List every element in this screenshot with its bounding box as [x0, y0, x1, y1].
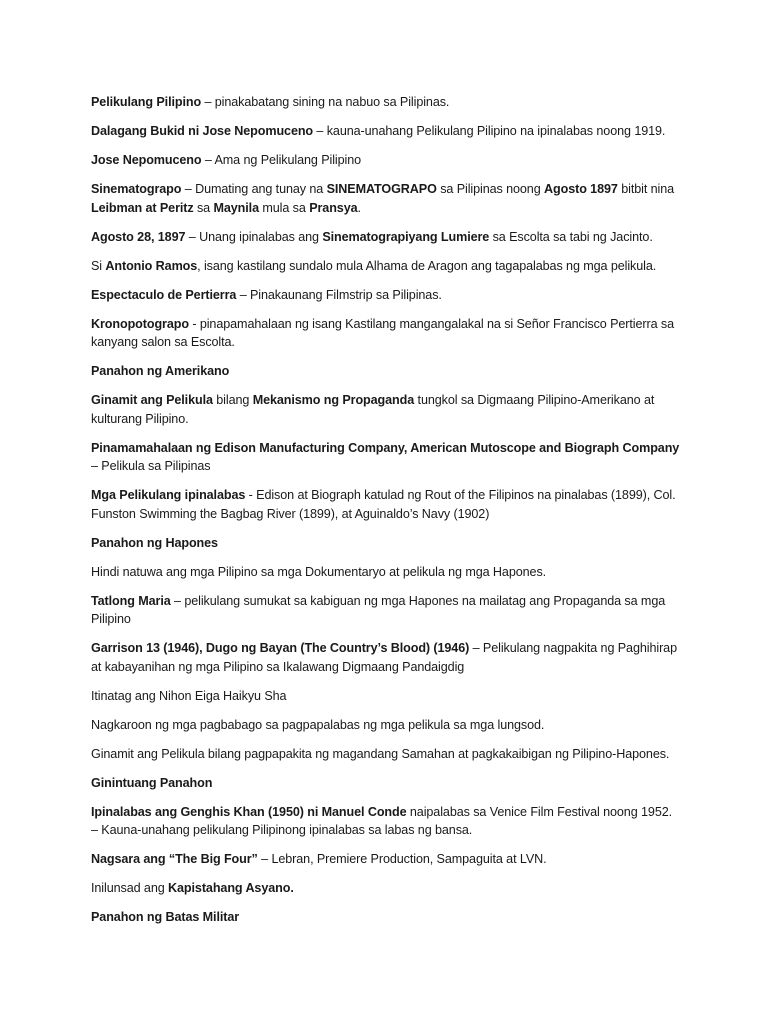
bold-text: Leibman at Peritz	[91, 200, 194, 215]
bold-text: SINEMATOGRAPO	[326, 182, 437, 196]
document-paragraph	[91, 391, 680, 428]
section-heading	[91, 362, 680, 381]
document-paragraph	[91, 180, 680, 217]
body-text: tungkol sa Digmaang Pilipino-Amerikano at kulturang Pilipino.	[91, 393, 655, 426]
document-paragraph	[91, 716, 680, 735]
body-text: – Lebran, Premiere Production, Sampaguita at LVN.	[257, 852, 547, 866]
document-paragraph	[91, 745, 680, 764]
document-paragraph	[91, 850, 680, 869]
document-paragraph	[91, 286, 680, 305]
bold-text: Mga Pelikulang ipinalabas	[91, 488, 246, 502]
document-paragraph	[91, 439, 680, 476]
body-text: sa	[193, 200, 214, 215]
body-text: – Pelikulang nagpakita ng Paghihirap at kabayanihan ng mga Pilipino sa Ikalawang Digmaang Pandaigdig	[91, 641, 677, 674]
bold-text: Jose Nepomuceno	[91, 153, 202, 167]
body-text: - Edison at Biograph katulad ng Rout of the Filipinos na pinalabas (1899), Col. Funston Swimming the Bagbag River (1899), at Aguinaldo’s Navy (1902)	[91, 488, 676, 521]
section-heading	[91, 908, 680, 927]
document-paragraph	[91, 592, 680, 629]
bold-text: Sinematograpiyang Lumiere	[322, 229, 490, 244]
body-text: bitbit nina	[617, 182, 675, 196]
body-text: – Dumating ang tunay na	[181, 182, 327, 196]
body-text: Inilunsad ang	[91, 881, 169, 895]
body-text: Ginamit ang Pelikula bilang pagpapakita ng magandang Samahan at pagkakaibigan ng Pilipino-Hapones.	[91, 746, 670, 761]
body-text: Hindi natuwa ang mga Pilipino sa mga Dokumentaryo at pelikula ng mga Hapones.	[91, 564, 547, 579]
body-text: – pelikulang sumukat sa kabiguan ng mga Hapones na mailatag ang Propaganda sa mga Pilipino	[91, 593, 666, 626]
bold-text: Panahon ng Batas Militar	[91, 910, 240, 924]
body-text: – Ama ng Pelikulang Pilipino	[201, 153, 362, 167]
document-paragraph	[91, 228, 680, 247]
body-text: Si	[91, 258, 106, 273]
bold-text: Nagsara ang “The Big Four”	[91, 852, 258, 866]
body-text: Itinatag ang Nihon Eiga Haikyu Sha	[91, 688, 287, 703]
body-text: naipalabas sa Venice Film Festival noong 1952. – Kauna-unahang pelikulang Pilipinong ipinalabas sa labas ng bansa.	[91, 804, 673, 837]
body-text: , isang kastilang sundalo mula Alhama de Aragon ang tagapalabas ng mga pelikula.	[197, 258, 657, 273]
bold-text: Pinamamahalaan ng Edison Manufacturing Company, American Mutoscope and Biograph Company	[91, 440, 680, 455]
document-paragraph	[91, 639, 680, 676]
document-paragraph	[91, 122, 680, 141]
body-text: sa Escolta sa tabi ng Jacinto.	[489, 229, 653, 244]
section-heading	[91, 774, 680, 793]
bold-text: Mekanismo ng Propaganda	[252, 393, 415, 407]
body-text: - pinapamahalaan ng isang Kastilang mangangalakal na si Señor Francisco Pertierra sa kanyang salon sa Escolta.	[91, 316, 674, 349]
body-text: – kauna-unahang Pelikulang Pilipino na ipinalabas noong 1919.	[313, 124, 666, 138]
body-text: bilang	[212, 393, 253, 407]
bold-text: Garrison 13 (1946), Dugo ng Bayan (The Country’s Blood) (1946)	[91, 641, 470, 655]
bold-text: Tatlong Maria	[91, 593, 171, 608]
body-text: .	[357, 200, 361, 215]
body-text: sa Pilipinas noong	[436, 182, 545, 196]
bold-text: Pelikulang Pilipino	[91, 95, 202, 109]
section-heading	[91, 534, 680, 553]
document-paragraph	[91, 687, 680, 706]
body-text: mula sa	[258, 200, 310, 215]
body-text: – Unang ipinalabas ang	[185, 229, 323, 244]
document-paragraph	[91, 93, 680, 112]
bold-text: Sinematograpo	[91, 182, 182, 196]
bold-text: Ipinalabas ang Genghis Khan (1950) ni Manuel Conde	[91, 804, 407, 819]
document-paragraph	[91, 315, 680, 352]
document-paragraph	[91, 486, 680, 523]
bold-text: Kapistahang Asyano.	[168, 881, 294, 895]
document-paragraph	[91, 151, 680, 170]
bold-text: Maynila	[213, 200, 259, 215]
bold-text: Agosto 28, 1897	[91, 229, 186, 244]
body-text: – Pelikula sa Pilipinas	[91, 459, 211, 473]
document-paragraph	[91, 563, 680, 582]
document-paragraph	[91, 257, 680, 276]
bold-text: Espectaculo de Pertierra	[91, 287, 237, 302]
bold-text: Ginintuang Panahon	[91, 775, 213, 790]
document-paragraph	[91, 803, 680, 840]
body-text: Nagkaroon ng mga pagbabago sa pagpapalabas ng mga pelikula sa mga lungsod.	[91, 717, 545, 732]
body-text: – Pinakaunang Filmstrip sa Pilipinas.	[236, 287, 442, 302]
body-text: – pinakabatang sining na nabuo sa Pilipinas.	[201, 95, 450, 109]
bold-text: Pransya	[309, 200, 358, 215]
bold-text: Dalagang Bukid ni Jose Nepomuceno	[91, 124, 314, 138]
bold-text: Panahon ng Hapones	[91, 535, 218, 550]
bold-text: Agosto 1897	[544, 182, 618, 196]
bold-text: Antonio Ramos	[105, 258, 198, 273]
bold-text: Panahon ng Amerikano	[91, 364, 230, 378]
bold-text: Ginamit ang Pelikula	[91, 393, 213, 407]
bold-text: Kronopotograpo	[91, 316, 189, 331]
document-paragraph	[91, 879, 680, 898]
